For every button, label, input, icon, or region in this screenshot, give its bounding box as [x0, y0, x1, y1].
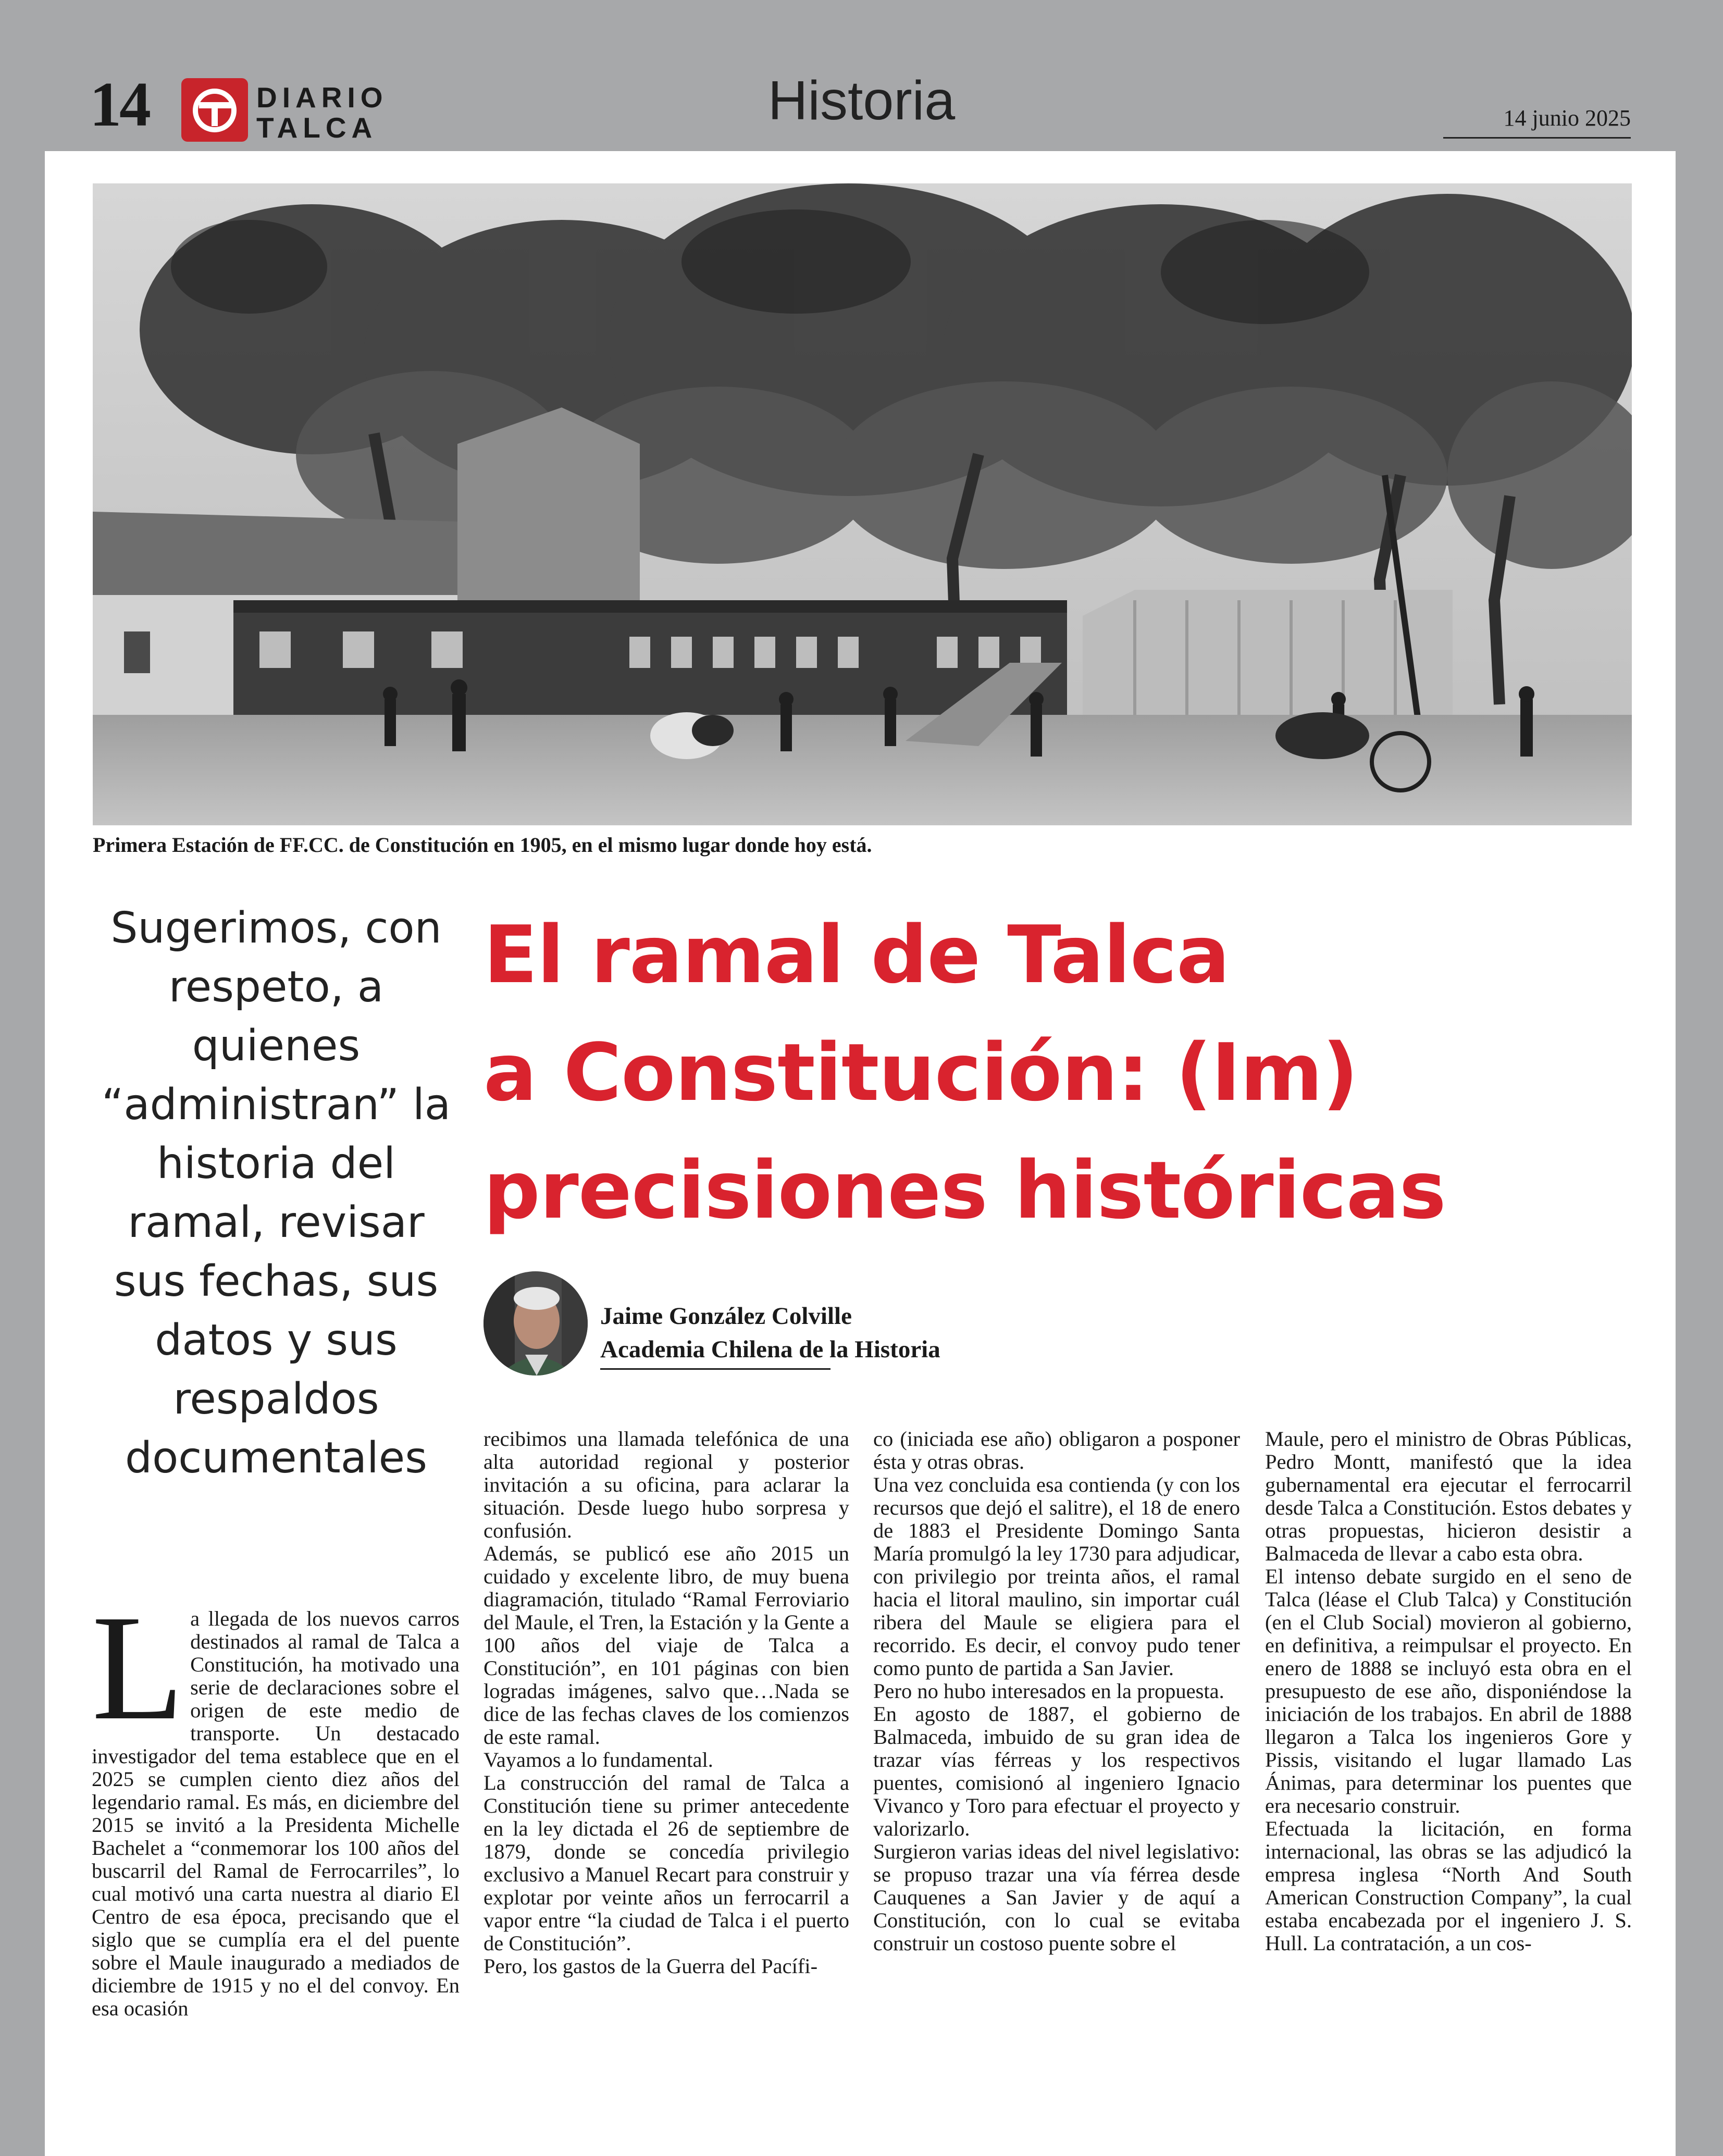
- paragraph: Surgieron varias ideas del nivel legislativo: se propuso trazar una vía férrea desde Cauquenes a San Javier y de aquí a Constitución, con lo cual se evitaba construir un costoso puente sobre el: [873, 1840, 1240, 1955]
- paragraph: Además, se publicó ese año 2015 un cuidado y excelente libro, de muy buena diagramación, titulado “Ramal Ferroviario del Maule, el Tren, la Estación y la Gente a 100 años del viaje de Talca a Constitución”, en 101 páginas con bien logradas imágenes, salvo que…Nada se dice de las fechas claves de los comienzos de este ramal.: [484, 1542, 849, 1749]
- issue-date: 14 junio 2025: [1443, 107, 1631, 139]
- station-photo-illustration: [93, 183, 1632, 825]
- author-portrait: [484, 1271, 588, 1376]
- author-affiliation: Academia Chilena de la Historia: [600, 1336, 940, 1363]
- author-avatar: [484, 1271, 588, 1376]
- body-column-3: [873, 1428, 1240, 1955]
- paragraph: Una vez concluida esa contienda (y con los recursos que dejó el salitre), el 18 de enero de 1883 el Presidente Domingo Santa María promulgó la ley 1730 para adjudicar, con privilegio por treinta años, el ramal hacia el litoral maulino, sin importar cuál ribera del Maule se eligiera para el recorrido. Es decir, el convoy pudo tener como punto de partida a San Javier.: [873, 1473, 1240, 1680]
- paragraph: La construcción del ramal de Talca a Constitución tiene su primer antecedente en la ley dictada el 26 de septiembre de 1879, donde se concedía privilegio exclusivo a Manuel Recart para construir y explotar por veinte años un ferrocarril a vapor entre “la ciudad de Talca i el puerto de Constitución”.: [484, 1771, 849, 1955]
- pull-quote: Sugerimos, con respeto, a quienes “administran” la historia del ramal, revisar sus fechas, sus datos y sus respaldos documentales: [101, 903, 451, 1483]
- paragraph: recibimos una llamada telefónica de una alta autoridad regional y posterior invitación a su oficina, para aclarar la situación. Desde luego hubo sorpresa y confusión.: [484, 1427, 849, 1542]
- body-column-4: [1265, 1428, 1632, 1955]
- author-name: Jaime González Colville: [600, 1303, 852, 1330]
- paragraph: Pero no hubo interesados en la propuesta.: [873, 1679, 1224, 1703]
- section-title: Historia: [767, 70, 956, 131]
- body-column-1: [92, 1584, 460, 2020]
- paragraph: a llegada de los nuevos carros destinados al ramal de Talca a Constitución, ha motivado una serie de declaraciones sobre el origen de este medio de transporte. Un destacado investigador del tema establece que en el 2025 se cumplen ciento diez años del legendario ramal. Es más, en diciembre del 2015 se invitó a la Presidenta Michelle Bachelet a “conmemorar los 100 años del buscarril del Ramal de Ferrocarriles”, lo cual motivó una carta nuestra al diario El Centro de esa época, precisando que el siglo que se cumplía era el del puente sobre el Maule inaugurado a mediados de diciembre de 1915 y no el del convoy. En esa ocasión: [92, 1607, 460, 2020]
- paragraph: Maule, pero el ministro de Obras Públicas, Pedro Montt, manifestó que la idea gubernamental era ejecutar el ferrocarril desde Talca a Constitución. Estos debates y otras propuestas, hicieron desistir a Balmaceda de llevar a cabo esta obra.: [1265, 1427, 1632, 1565]
- headline-line-2: a Constitución: (Im): [484, 1026, 1358, 1119]
- historic-station-photo: [93, 183, 1632, 825]
- headline-line-3: precisiones históricas: [484, 1144, 1446, 1236]
- paragraph: El intenso debate surgido en el seno de Talca (léase el Club Talca) y Constitución (en el Club Social) movieron al gobierno, en definitiva, a reimpulsar el proyecto. En enero de 1888 se incluyó esta obra en el presupuesto de ese año, disponiéndose la iniciación de los trabajos. En abril de 1888 llegaron a Talca los ingenieros Gore y Pissis, visitando el lugar llamado Las Ánimas, para determinar los puentes que era necesario construir.: [1265, 1565, 1632, 1817]
- page-number: 14: [90, 69, 149, 140]
- paragraph: Vayamos a lo fundamental.: [484, 1748, 713, 1771]
- byline-rule: [600, 1368, 830, 1370]
- logo-line-1: DIARIO: [256, 81, 388, 114]
- author-byline: [600, 1299, 940, 1370]
- paragraph: Efectuada la licitación, en forma internacional, las obras se las adjudicó la empresa inglesa “North And South American Construction Company”, la cual estaba encabezada por el ingeniero J. S. Hull. La contratación, a un cos-: [1265, 1817, 1632, 1955]
- logo-line-2: TALCA: [256, 111, 378, 144]
- photo-caption: Primera Estación de FF.CC. de Constitución en 1905, en el mismo lugar donde hoy está.: [93, 833, 872, 857]
- paragraph: En agosto de 1887, el gobierno de Balmaceda, imbuido de su gran idea de trazar vías férreas y los respectivos puentes, comisionó al ingeniero Ignacio Vivanco y Toro para efectuar el proyecto y valorizarlo.: [873, 1702, 1240, 1840]
- body-column-2: [484, 1428, 849, 1978]
- headline-line-1: El ramal de Talca: [484, 909, 1230, 1001]
- headline: [484, 896, 1651, 1249]
- drop-cap: L: [92, 1584, 184, 1751]
- paragraph: co (iniciada ese año) obligaron a posponer ésta y otras obras.: [873, 1427, 1240, 1473]
- paragraph: Pero, los gastos de la Guerra del Pacífi-: [484, 1954, 818, 1978]
